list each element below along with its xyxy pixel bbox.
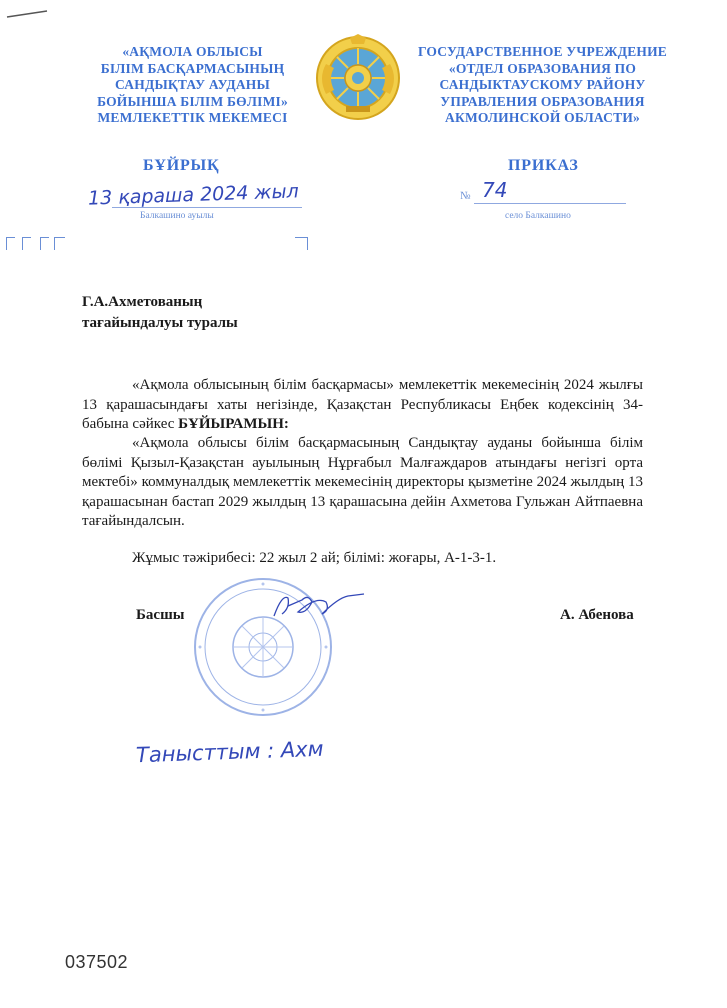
body-paragraph-1	[82, 376, 643, 435]
order-title-kazakh: БҰЙРЫҚ	[143, 157, 220, 174]
date-underline	[112, 207, 302, 208]
header-kazakh	[70, 44, 315, 127]
place-kazakh: Балкашино ауылы	[140, 211, 214, 221]
kazakhstan-emblem-icon	[314, 34, 402, 122]
header-russian	[405, 44, 680, 127]
margin-legal-text	[20, 290, 30, 910]
order-number-handwritten: 74	[482, 178, 508, 202]
header-russian-line: «ОТДЕЛ ОБРАЗОВАНИЯ ПО	[448, 60, 637, 76]
margin-legal-text	[4, 290, 14, 910]
header-russian-line: АКМОЛИНСКОЙ ОБЛАСТИ»	[445, 110, 640, 125]
signature-position: Басшы	[136, 607, 185, 623]
corner-mark	[6, 237, 15, 250]
handwritten-signature-icon	[268, 588, 368, 624]
corner-mark	[54, 237, 65, 250]
acknowledgement-handwritten: Танысттым : Ахм	[135, 736, 324, 768]
order-title-russian: ПРИКАЗ	[508, 157, 579, 174]
order-date-handwritten: 13 қараша 2024 жыл	[87, 180, 300, 210]
body-paragraph-3: Жұмыс тәжірибесі: 22 жыл 2 ай; білімі: жоғары, А-1-3-1.	[132, 550, 497, 566]
corner-mark	[22, 237, 31, 250]
body-paragraph-1-text: «Ақмола облысының білім басқармасы» мемлекеттік мекемесінің 2024 жылғы 13 қарашасындағы хаты негізінде, Қазақстан Республикасы Еңбек кодексінің 34-бабына сәйкес	[82, 377, 643, 433]
order-keyword: БҰЙЫРАМЫН:	[178, 416, 289, 433]
header-kazakh-line: «АҚМОЛА ОБЛЫСЫ	[122, 44, 263, 59]
signature-name: А. Абенова	[560, 607, 634, 623]
header-russian-line: УПРАВЛЕНИЯ ОБРАЗОВАНИЯ	[440, 93, 645, 109]
place-russian: село Балкашино	[505, 211, 571, 221]
header-kazakh-line: БІЛІМ БАСҚАРМАСЫНЫҢ	[100, 60, 285, 76]
header-kazakh-line: САНДЫҚТАУ АУДАНЫ	[115, 77, 270, 92]
order-number-prefix: №	[460, 190, 471, 202]
header-kazakh-line: МЕМЛЕКЕТТІК МЕКЕМЕСІ	[97, 110, 288, 125]
document-number: 037502	[65, 952, 129, 972]
number-underline	[474, 203, 626, 204]
corner-mark	[40, 237, 49, 250]
corner-mark	[295, 237, 308, 250]
header-russian-line: ГОСУДАРСТВЕННОЕ УЧРЕЖДЕНИЕ	[417, 44, 668, 59]
header-russian-line: САНДЫКТАУСКОМУ РАЙОНУ	[439, 77, 646, 92]
header-kazakh-line: БОЙЫНША БІЛІМ БӨЛІМІ»	[97, 93, 288, 109]
subject-line-2: тағайындалуы туралы	[82, 315, 238, 331]
body-paragraph-2: «Ақмола облысы білім басқармасының Сандықтау ауданы бойынша білім бөлімі Қызыл-Қазақстан ауылының Нұрғабыл Малғаждаров атындағы негізгі орта мектебі» коммуналдық мемлекеттік мекемесінің директоры қызметіне 2024 жылдың 13 қарашасынан бастап 2029 жылдың 13 қарашасына дейін Ахметова Гульжан Айтпаевна тағайындалсын.	[82, 435, 643, 530]
subject-line-1: Г.А.Ахметованың	[82, 294, 203, 310]
pen-mark-icon	[5, 8, 50, 20]
